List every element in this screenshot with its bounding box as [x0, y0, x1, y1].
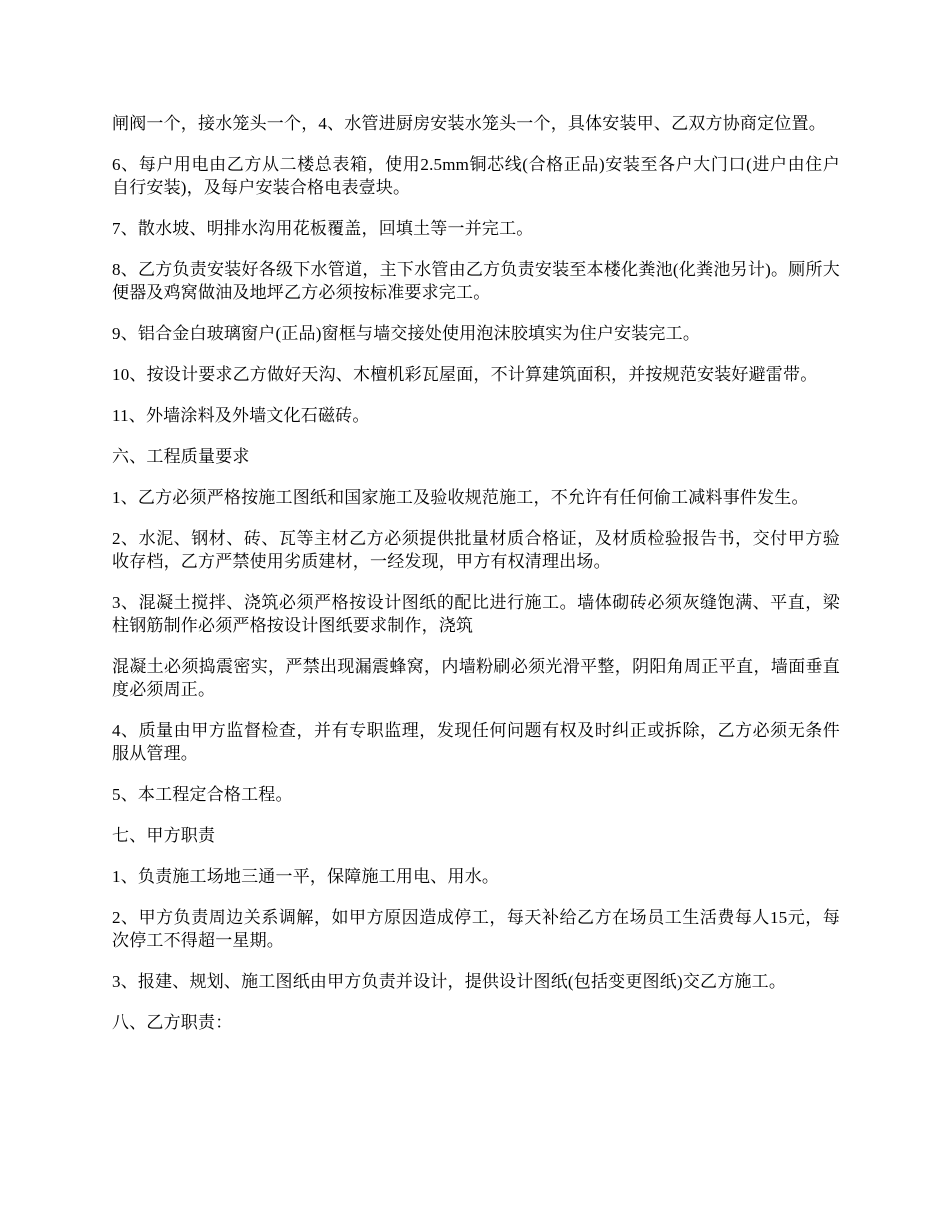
section-heading-party-a: 七、甲方职责	[112, 826, 216, 845]
paragraph-quality-3: 3、混凝土搅拌、浇筑必须严格按设计图纸的配比进行施工。墙体砌砖必须灰缝饱满、平直，梁柱钢筋制作必须严格按设计图纸要求制作，浇筑	[112, 593, 840, 635]
paragraph-quality-4: 4、质量由甲方监督检查，并有专职监理，发现任何问题有权及时纠正或拆除，乙方必须无条件服从管理。	[112, 721, 840, 763]
paragraph-quality-3-continued: 混凝土必须捣震密实，严禁出现漏震蜂窝，内墙粉刷必须光滑平整，阴阳角周正平直，墙面垂直度必须周正。	[112, 657, 840, 699]
paragraph-quality-2: 2、水泥、钢材、砖、瓦等主材乙方必须提供批量材质合格证，及材质检验报告书，交付甲方验收存档，乙方严禁使用劣质建材，一经发现，甲方有权清理出场。	[112, 529, 840, 571]
paragraph-item-10-roof: 10、按设计要求乙方做好天沟、木檀机彩瓦屋面，不计算建筑面积，并按规范安装好避雷带。	[112, 365, 818, 384]
paragraph-item-7-drainage: 7、散水坡、明排水沟用花板覆盖，回填土等一并完工。	[112, 219, 534, 238]
paragraph-party-a-1: 1、负责施工场地三通一平，保障施工用电、用水。	[112, 867, 500, 886]
paragraph-valves-faucets: 闸阀一个，接水笼头一个，4、水管进厨房安装水笼头一个，具体安装甲、乙双方协商定位置。	[112, 114, 826, 133]
document-body	[112, 112, 840, 1052]
paragraph-item-11-exterior-wall: 11、外墙涂料及外墙文化石磁砖。	[112, 406, 370, 425]
paragraph-item-9-windows: 9、铝合金白玻璃窗户(正品)窗框与墙交接处使用泡沫胶填实为住户安装完工。	[112, 324, 701, 343]
paragraph-quality-5: 5、本工程定合格工程。	[112, 785, 293, 804]
paragraph-party-a-2: 2、甲方负责周边关系调解，如甲方原因造成停工，每天补给乙方在场员工生活费每人15元，每次停工不得超一星期。	[112, 908, 840, 950]
section-heading-quality: 六、工程质量要求	[112, 447, 250, 466]
paragraph-quality-1: 1、乙方必须严格按施工图纸和国家施工及验收规范施工，不允许有任何偷工减料事件发生。	[112, 488, 809, 507]
paragraph-item-8-sewer-pipes: 8、乙方负责安装好各级下水管道，主下水管由乙方负责安装至本楼化粪池(化粪池另计)。厕所大便器及鸡窝做油及地坪乙方必须按标准要求完工。	[112, 260, 840, 302]
paragraph-party-a-3: 3、报建、规划、施工图纸由甲方负责并设计，提供设计图纸(包括变更图纸)交乙方施工。	[112, 972, 787, 991]
section-heading-party-b: 八、乙方职责：	[112, 1013, 233, 1032]
paragraph-item-6-electricity: 6、每户用电由乙方从二楼总表箱，使用2.5mm铜芯线(合格正品)安装至各户大门口(进户由住户自行安装)，及每户安装合格电表壹块。	[112, 155, 840, 197]
